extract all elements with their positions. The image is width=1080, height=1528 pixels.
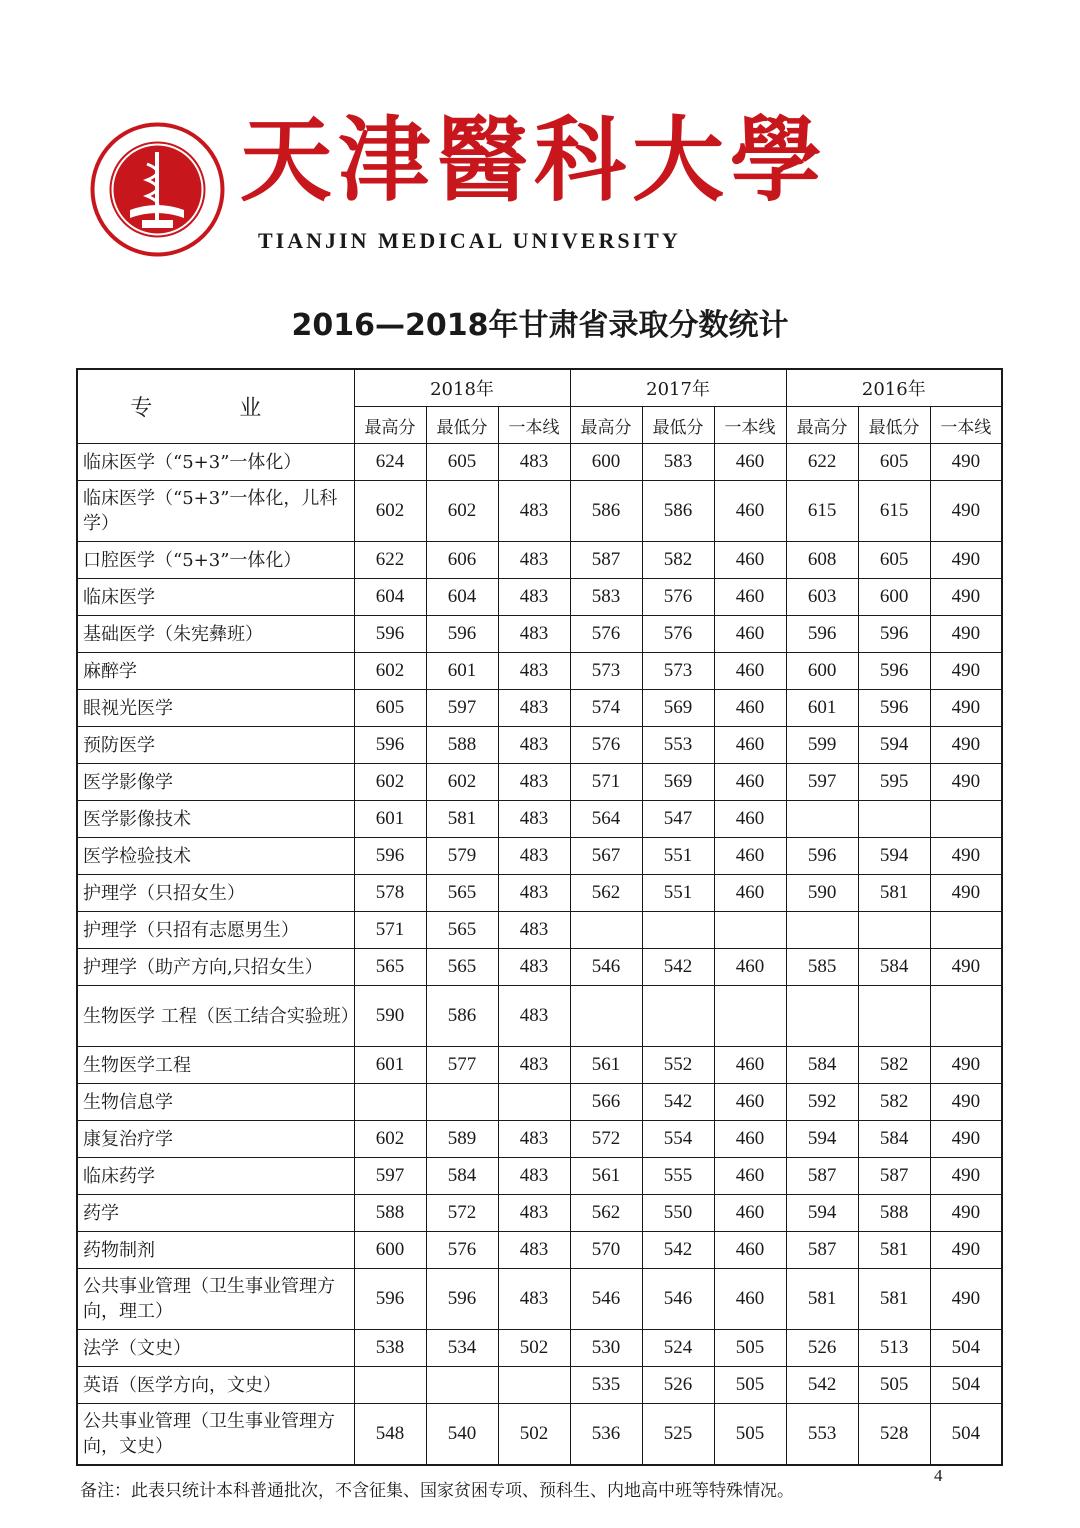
major-name-cell: 护理学（助产方向,只招女生） <box>77 949 354 986</box>
sub-header: 最高分 <box>570 407 642 444</box>
score-cell: 583 <box>642 444 714 481</box>
score-cell: 602 <box>354 481 426 542</box>
score-cell: 576 <box>426 1232 498 1269</box>
table-row <box>77 1121 1002 1158</box>
score-cell: 564 <box>570 801 642 838</box>
table-row <box>77 1084 1002 1121</box>
score-cell: 540 <box>426 1404 498 1465</box>
score-cell: 601 <box>426 653 498 690</box>
score-cell: 460 <box>714 1269 786 1330</box>
score-cell: 581 <box>858 1232 930 1269</box>
score-cell <box>858 801 930 838</box>
score-cell <box>642 912 714 949</box>
major-name-cell: 护理学（只招女生） <box>77 875 354 912</box>
score-cell: 602 <box>426 481 498 542</box>
score-cell: 581 <box>858 1269 930 1330</box>
table-row <box>77 481 1002 542</box>
sub-header: 最低分 <box>426 407 498 444</box>
score-cell: 570 <box>570 1232 642 1269</box>
sub-header: 最低分 <box>858 407 930 444</box>
score-cell: 490 <box>930 1047 1002 1084</box>
score-cell: 602 <box>426 764 498 801</box>
score-cell: 483 <box>498 838 570 875</box>
score-cell: 460 <box>714 653 786 690</box>
score-cell: 483 <box>498 481 570 542</box>
score-cell: 553 <box>786 1404 858 1465</box>
table-row <box>77 764 1002 801</box>
university-seal-icon <box>90 122 225 257</box>
score-cell: 600 <box>354 1232 426 1269</box>
score-cell: 573 <box>642 653 714 690</box>
score-cell: 594 <box>786 1195 858 1232</box>
score-cell: 576 <box>642 616 714 653</box>
score-cell: 604 <box>426 579 498 616</box>
score-cell: 555 <box>642 1158 714 1195</box>
score-cell: 490 <box>930 481 1002 542</box>
score-cell: 576 <box>570 727 642 764</box>
table-row <box>77 1047 1002 1084</box>
major-name-cell: 医学影像技术 <box>77 801 354 838</box>
page-number: 4 <box>934 1466 943 1485</box>
score-cell: 490 <box>930 1195 1002 1232</box>
major-name-cell: 临床医学（“5+3”一体化，儿科学） <box>77 481 354 542</box>
score-cell: 589 <box>426 1121 498 1158</box>
score-cell: 490 <box>930 838 1002 875</box>
table-row <box>77 727 1002 764</box>
score-cell <box>642 986 714 1047</box>
major-name-cell: 生物信息学 <box>77 1084 354 1121</box>
score-cell <box>354 1367 426 1404</box>
major-name-cell: 医学影像学 <box>77 764 354 801</box>
score-cell: 460 <box>714 1121 786 1158</box>
score-cell: 460 <box>714 616 786 653</box>
major-name-cell: 预防医学 <box>77 727 354 764</box>
major-name-cell: 生物医学 工程（医工结合实验班） <box>77 986 354 1047</box>
score-cell: 584 <box>858 949 930 986</box>
score-cell: 596 <box>858 653 930 690</box>
score-cell: 504 <box>930 1404 1002 1465</box>
year-header: 2017年 <box>570 369 786 407</box>
score-cell: 483 <box>498 764 570 801</box>
score-cell: 582 <box>642 542 714 579</box>
score-cell: 577 <box>426 1047 498 1084</box>
score-cell: 483 <box>498 616 570 653</box>
score-cell: 460 <box>714 838 786 875</box>
admission-scores-table <box>76 368 1003 1466</box>
table-row <box>77 1232 1002 1269</box>
score-cell: 502 <box>498 1404 570 1465</box>
score-cell: 483 <box>498 444 570 481</box>
score-cell: 490 <box>930 579 1002 616</box>
major-name-cell: 临床药学 <box>77 1158 354 1195</box>
score-cell: 608 <box>786 542 858 579</box>
score-cell: 600 <box>786 653 858 690</box>
score-cell: 483 <box>498 542 570 579</box>
table-row <box>77 875 1002 912</box>
score-cell: 505 <box>714 1367 786 1404</box>
score-cell: 490 <box>930 616 1002 653</box>
major-name-cell: 基础医学（朱宪彝班） <box>77 616 354 653</box>
score-cell: 483 <box>498 949 570 986</box>
score-cell: 569 <box>642 764 714 801</box>
score-cell: 605 <box>858 542 930 579</box>
score-cell: 572 <box>426 1195 498 1232</box>
score-cell: 597 <box>786 764 858 801</box>
score-cell: 565 <box>354 949 426 986</box>
score-cell: 584 <box>426 1158 498 1195</box>
major-name-cell: 生物医学工程 <box>77 1047 354 1084</box>
score-cell: 605 <box>858 444 930 481</box>
brand-english-name: TIANJIN MEDICAL UNIVERSITY <box>258 228 681 253</box>
score-cell: 586 <box>426 986 498 1047</box>
score-cell: 588 <box>426 727 498 764</box>
score-cell: 586 <box>570 481 642 542</box>
score-cell: 603 <box>786 579 858 616</box>
table-row <box>77 1269 1002 1330</box>
score-cell: 460 <box>714 1232 786 1269</box>
table-row <box>77 986 1002 1047</box>
score-cell: 583 <box>570 579 642 616</box>
score-cell: 536 <box>570 1404 642 1465</box>
score-cell: 595 <box>858 764 930 801</box>
score-cell: 530 <box>570 1330 642 1367</box>
score-cell: 483 <box>498 1195 570 1232</box>
year-header: 2018年 <box>354 369 570 407</box>
score-cell: 483 <box>498 912 570 949</box>
score-cell: 581 <box>858 875 930 912</box>
score-cell: 596 <box>786 838 858 875</box>
score-cell: 585 <box>786 949 858 986</box>
score-cell: 460 <box>714 542 786 579</box>
score-cell: 576 <box>642 579 714 616</box>
score-cell: 588 <box>858 1195 930 1232</box>
major-name-cell: 临床医学 <box>77 579 354 616</box>
score-cell: 483 <box>498 690 570 727</box>
score-cell: 600 <box>858 579 930 616</box>
score-cell: 596 <box>858 690 930 727</box>
major-name-cell: 药学 <box>77 1195 354 1232</box>
score-cell: 460 <box>714 1047 786 1084</box>
score-cell: 587 <box>570 542 642 579</box>
score-cell: 596 <box>354 616 426 653</box>
sub-header: 一本线 <box>930 407 1002 444</box>
major-name-cell: 眼视光医学 <box>77 690 354 727</box>
table-row <box>77 912 1002 949</box>
score-cell: 606 <box>426 542 498 579</box>
table-row <box>77 1158 1002 1195</box>
score-cell: 594 <box>786 1121 858 1158</box>
score-cell: 460 <box>714 875 786 912</box>
major-name-cell: 公共事业管理（卫生事业管理方向，理工） <box>77 1269 354 1330</box>
score-cell: 597 <box>354 1158 426 1195</box>
score-cell: 505 <box>858 1367 930 1404</box>
score-cell: 596 <box>354 1269 426 1330</box>
score-cell: 576 <box>570 616 642 653</box>
score-cell <box>786 986 858 1047</box>
table-row <box>77 542 1002 579</box>
sub-header: 最高分 <box>786 407 858 444</box>
score-cell: 483 <box>498 1047 570 1084</box>
major-name-cell: 临床医学（“5+3”一体化） <box>77 444 354 481</box>
score-cell: 596 <box>858 616 930 653</box>
score-cell: 596 <box>426 616 498 653</box>
score-cell: 586 <box>642 481 714 542</box>
major-name-cell: 口腔医学（“5+3”一体化） <box>77 542 354 579</box>
score-cell: 572 <box>570 1121 642 1158</box>
score-cell: 596 <box>354 838 426 875</box>
table-row <box>77 1195 1002 1232</box>
score-cell: 553 <box>642 727 714 764</box>
score-cell <box>930 986 1002 1047</box>
score-cell: 582 <box>858 1084 930 1121</box>
major-name-cell: 公共事业管理（卫生事业管理方向，文史） <box>77 1404 354 1465</box>
score-cell: 615 <box>786 481 858 542</box>
major-name-cell: 医学检验技术 <box>77 838 354 875</box>
score-cell: 588 <box>354 1195 426 1232</box>
score-cell: 460 <box>714 801 786 838</box>
score-cell: 538 <box>354 1330 426 1367</box>
score-cell: 526 <box>786 1330 858 1367</box>
sub-header: 一本线 <box>714 407 786 444</box>
score-cell: 490 <box>930 1158 1002 1195</box>
score-cell <box>858 986 930 1047</box>
score-cell: 566 <box>570 1084 642 1121</box>
score-cell: 597 <box>426 690 498 727</box>
score-cell: 601 <box>786 690 858 727</box>
table-row <box>77 838 1002 875</box>
score-cell: 587 <box>786 1158 858 1195</box>
score-cell <box>354 1084 426 1121</box>
score-cell: 490 <box>930 1232 1002 1269</box>
score-cell: 460 <box>714 949 786 986</box>
score-cell: 584 <box>858 1121 930 1158</box>
score-cell: 550 <box>642 1195 714 1232</box>
score-cell: 581 <box>786 1269 858 1330</box>
score-cell: 565 <box>426 949 498 986</box>
score-cell: 490 <box>930 1269 1002 1330</box>
score-cell: 602 <box>354 1121 426 1158</box>
score-cell: 561 <box>570 1047 642 1084</box>
score-cell: 605 <box>426 444 498 481</box>
score-cell <box>930 912 1002 949</box>
score-cell: 590 <box>354 986 426 1047</box>
table-row <box>77 1367 1002 1404</box>
score-cell: 483 <box>498 801 570 838</box>
score-cell: 579 <box>426 838 498 875</box>
table-row <box>77 616 1002 653</box>
score-cell: 605 <box>354 690 426 727</box>
score-cell: 547 <box>642 801 714 838</box>
score-cell: 571 <box>354 912 426 949</box>
sub-header: 一本线 <box>498 407 570 444</box>
score-cell: 567 <box>570 838 642 875</box>
score-cell: 548 <box>354 1404 426 1465</box>
score-cell: 528 <box>858 1404 930 1465</box>
table-row <box>77 1404 1002 1465</box>
score-cell: 601 <box>354 1047 426 1084</box>
score-cell: 460 <box>714 764 786 801</box>
score-cell: 592 <box>786 1084 858 1121</box>
score-cell: 602 <box>354 653 426 690</box>
score-cell: 622 <box>786 444 858 481</box>
score-cell: 600 <box>570 444 642 481</box>
score-cell: 504 <box>930 1330 1002 1367</box>
score-cell: 526 <box>642 1367 714 1404</box>
score-cell: 483 <box>498 875 570 912</box>
score-cell: 587 <box>786 1232 858 1269</box>
sub-header: 最高分 <box>354 407 426 444</box>
score-cell <box>426 1084 498 1121</box>
score-cell: 505 <box>714 1330 786 1367</box>
score-cell: 460 <box>714 1158 786 1195</box>
score-cell: 504 <box>930 1367 1002 1404</box>
score-cell: 490 <box>930 690 1002 727</box>
score-cell: 581 <box>426 801 498 838</box>
score-cell: 490 <box>930 653 1002 690</box>
score-cell: 460 <box>714 579 786 616</box>
page-title: 2016—2018年甘肃省录取分数统计 <box>291 308 789 343</box>
score-cell: 561 <box>570 1158 642 1195</box>
year-header: 2016年 <box>786 369 1002 407</box>
score-cell: 587 <box>858 1158 930 1195</box>
score-cell: 483 <box>498 1158 570 1195</box>
score-cell: 483 <box>498 653 570 690</box>
score-cell <box>786 912 858 949</box>
score-cell: 594 <box>858 727 930 764</box>
score-cell: 502 <box>498 1330 570 1367</box>
score-cell: 490 <box>930 949 1002 986</box>
score-cell <box>570 986 642 1047</box>
table-row <box>77 653 1002 690</box>
major-column-header: 专 业 <box>77 369 354 444</box>
score-cell: 483 <box>498 1232 570 1269</box>
score-rows <box>77 444 1002 1465</box>
university-header <box>90 106 829 270</box>
score-cell <box>498 1084 570 1121</box>
score-cell: 490 <box>930 727 1002 764</box>
score-cell: 490 <box>930 764 1002 801</box>
score-cell: 546 <box>570 1269 642 1330</box>
score-cell: 622 <box>354 542 426 579</box>
major-name-cell: 法学（文史） <box>77 1330 354 1367</box>
score-cell <box>714 912 786 949</box>
score-cell <box>498 1367 570 1404</box>
score-cell: 460 <box>714 481 786 542</box>
score-cell: 483 <box>498 1269 570 1330</box>
score-cell: 569 <box>642 690 714 727</box>
score-cell: 534 <box>426 1330 498 1367</box>
score-cell: 535 <box>570 1367 642 1404</box>
score-cell: 490 <box>930 444 1002 481</box>
score-cell: 584 <box>786 1047 858 1084</box>
major-name-cell: 英语（医学方向，文史） <box>77 1367 354 1404</box>
score-cell: 596 <box>786 616 858 653</box>
score-cell: 565 <box>426 912 498 949</box>
score-cell: 596 <box>354 727 426 764</box>
table-row <box>77 949 1002 986</box>
table-row <box>77 579 1002 616</box>
score-cell: 582 <box>858 1047 930 1084</box>
score-cell: 542 <box>642 1232 714 1269</box>
score-cell: 546 <box>642 1269 714 1330</box>
table-row <box>77 444 1002 481</box>
score-cell: 542 <box>642 1084 714 1121</box>
score-cell: 594 <box>858 838 930 875</box>
score-cell: 590 <box>786 875 858 912</box>
score-cell: 574 <box>570 690 642 727</box>
score-cell: 604 <box>354 579 426 616</box>
score-cell: 483 <box>498 579 570 616</box>
major-name-cell: 康复治疗学 <box>77 1121 354 1158</box>
score-cell: 460 <box>714 1195 786 1232</box>
score-cell: 525 <box>642 1404 714 1465</box>
score-cell <box>426 1367 498 1404</box>
score-cell: 483 <box>498 1121 570 1158</box>
table-row <box>77 801 1002 838</box>
score-cell: 573 <box>570 653 642 690</box>
score-cell: 554 <box>642 1121 714 1158</box>
score-cell: 542 <box>786 1367 858 1404</box>
score-cell: 460 <box>714 727 786 764</box>
score-cell: 552 <box>642 1047 714 1084</box>
score-cell: 490 <box>930 875 1002 912</box>
score-cell: 571 <box>570 764 642 801</box>
score-cell: 624 <box>354 444 426 481</box>
score-cell: 524 <box>642 1330 714 1367</box>
score-cell: 490 <box>930 1084 1002 1121</box>
score-cell: 551 <box>642 838 714 875</box>
score-cell: 505 <box>714 1404 786 1465</box>
score-cell: 565 <box>426 875 498 912</box>
score-cell: 562 <box>570 1195 642 1232</box>
footnote: 备注：此表只统计本科普通批次，不含征集、国家贫困专项、预科生、内地高中班等特殊情况。 <box>80 1481 794 1501</box>
table-row <box>77 690 1002 727</box>
score-cell <box>714 986 786 1047</box>
score-cell: 542 <box>642 949 714 986</box>
score-cell: 460 <box>714 444 786 481</box>
score-cell: 551 <box>642 875 714 912</box>
score-cell: 596 <box>426 1269 498 1330</box>
major-name-cell: 护理学（只招有志愿男生） <box>77 912 354 949</box>
score-cell: 601 <box>354 801 426 838</box>
score-cell: 490 <box>930 542 1002 579</box>
score-cell: 483 <box>498 727 570 764</box>
brand-chinese-name: 天津醫科大學 <box>240 106 829 214</box>
score-cell: 483 <box>498 986 570 1047</box>
score-cell: 460 <box>714 1084 786 1121</box>
score-cell: 562 <box>570 875 642 912</box>
score-cell: 546 <box>570 949 642 986</box>
score-cell <box>858 912 930 949</box>
score-cell: 460 <box>714 690 786 727</box>
score-cell <box>786 801 858 838</box>
score-cell: 615 <box>858 481 930 542</box>
sub-header: 最低分 <box>642 407 714 444</box>
major-name-cell: 麻醉学 <box>77 653 354 690</box>
score-cell: 602 <box>354 764 426 801</box>
score-cell: 599 <box>786 727 858 764</box>
score-cell: 490 <box>930 1121 1002 1158</box>
score-cell: 578 <box>354 875 426 912</box>
score-cell <box>930 801 1002 838</box>
major-name-cell: 药物制剂 <box>77 1232 354 1269</box>
score-cell: 513 <box>858 1330 930 1367</box>
table-row <box>77 1330 1002 1367</box>
score-cell <box>570 912 642 949</box>
